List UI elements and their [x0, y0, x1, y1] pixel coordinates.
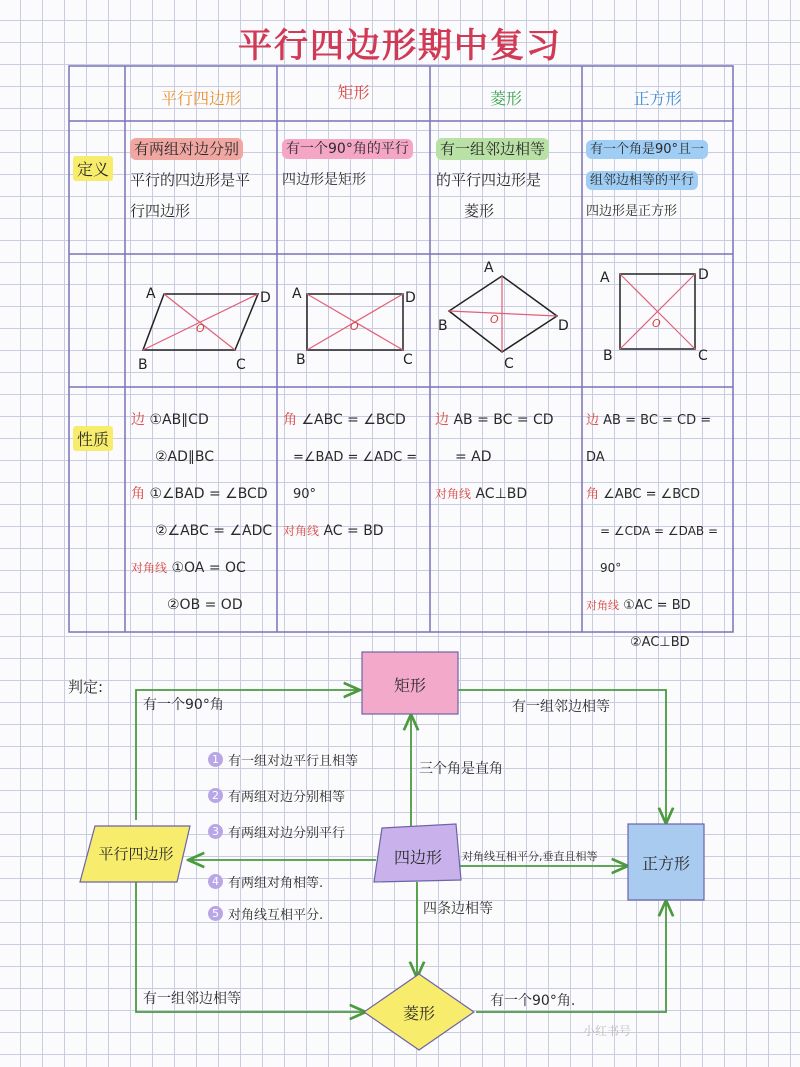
- node-rhombus-label: 菱形: [402, 1004, 435, 1023]
- definition-line: 菱形: [464, 202, 495, 220]
- edge-quad-to-square: 对角线互相平分,垂直且相等: [462, 850, 598, 863]
- determination-flowchart: [0, 640, 800, 1067]
- edge-para-to-rect: 有一个90°角: [143, 697, 224, 713]
- definition-line: 的平行四边形是: [436, 171, 542, 189]
- definition-highlight: 有两组对边分别: [130, 138, 243, 160]
- vertex-label: C: [403, 352, 413, 368]
- vertex-label: A: [600, 270, 610, 286]
- header-square: 正方形: [633, 89, 682, 108]
- node-rectangle-label: 矩形: [393, 676, 426, 695]
- row-label-definition: 定义: [73, 156, 113, 181]
- rhombus-figure: [438, 260, 569, 372]
- vertex-label: A: [484, 260, 494, 276]
- properties-rectangle: 角 ∠ABC = ∠BCD =∠BAD = ∠ADC = 90° 对角线 AC = BD: [283, 412, 418, 539]
- properties-rhombus: 边 AB = BC = CD = AD 对角线 AC⊥BD: [435, 412, 554, 502]
- definition-highlight: 有一组邻边相等: [436, 138, 549, 160]
- vertex-label: O: [652, 317, 661, 330]
- header-parallelogram: 平行四边形: [160, 89, 241, 108]
- edge-quad-to-rhombus: 四条边相等: [423, 901, 493, 917]
- node-quadrilateral-label: 四边形: [393, 848, 442, 867]
- vertex-label: B: [603, 348, 613, 364]
- condition-item: 4 有两组对角相等.: [208, 872, 323, 891]
- parallelogram-figure: [138, 286, 271, 373]
- definition-line: 四边形是正方形: [586, 204, 678, 219]
- condition-item: 3 有两组对边分别平行: [208, 822, 345, 841]
- definition-highlight: 组邻边相等的平行: [586, 171, 698, 190]
- vertex-label: C: [698, 348, 708, 364]
- vertex-label: B: [296, 352, 306, 368]
- rectangle-figure: [292, 286, 416, 368]
- definition-line: 行四边形: [130, 202, 191, 220]
- vertex-label: A: [292, 286, 302, 302]
- properties-square: 边 AB = BC = CD = DA 角 ∠ABC = ∠BCD = ∠CDA = ∠DAB = 90° 对角线 ①AC = BD ②AC⊥BD: [586, 413, 719, 650]
- condition-item: 2 有两组对边分别相等: [208, 786, 345, 805]
- edge-rhombus-to-square: 有一个90°角.: [490, 993, 576, 1009]
- definition-highlight: 有一个角是90°且一: [586, 140, 708, 159]
- page-title: 平行四边形期中复习: [238, 26, 562, 66]
- vertex-label: D: [405, 290, 416, 306]
- edge-rect-to-square: 有一组邻边相等: [512, 699, 610, 715]
- watermark: 小红书号: [583, 1024, 632, 1038]
- header-rhombus: 菱形: [489, 89, 522, 108]
- edge-para-to-rhombus: 有一组邻边相等: [143, 991, 241, 1007]
- row-label-properties: 性质: [73, 426, 113, 451]
- vertex-label: C: [236, 357, 246, 373]
- vertex-label: B: [138, 357, 148, 373]
- vertex-label: A: [146, 286, 156, 302]
- vertex-label: O: [350, 320, 359, 333]
- vertex-label: O: [490, 313, 499, 326]
- vertex-label: D: [698, 267, 709, 283]
- vertex-label: C: [504, 356, 514, 372]
- vertex-label: O: [196, 322, 205, 335]
- definition-line: 平行的四边形是平: [130, 171, 251, 189]
- vertex-label: D: [260, 290, 271, 306]
- square-figure: [600, 267, 709, 364]
- node-parallelogram-label: 平行四边形: [98, 845, 174, 863]
- header-rectangle: 矩形: [337, 83, 370, 102]
- condition-item: 5 对角线互相平分.: [208, 904, 323, 923]
- properties-parallelogram: 边 ①AB∥CD ②AD∥BC 角 ①∠BAD = ∠BCD ②∠ABC = ∠ADC 对角线 ①OA = OC ②OB = OD: [131, 412, 273, 613]
- determination-label: 判定:: [68, 678, 104, 696]
- definition-line: 四边形是矩形: [282, 172, 366, 188]
- definition-highlight: 有一个90°角的平行: [282, 139, 413, 159]
- node-square-label: 正方形: [641, 854, 690, 873]
- condition-item: 1 有一组对边平行且相等: [208, 750, 358, 769]
- edge-quad-to-rect: 三个角是直角: [419, 761, 503, 777]
- vertex-label: B: [438, 318, 448, 334]
- vertex-label: D: [558, 318, 569, 334]
